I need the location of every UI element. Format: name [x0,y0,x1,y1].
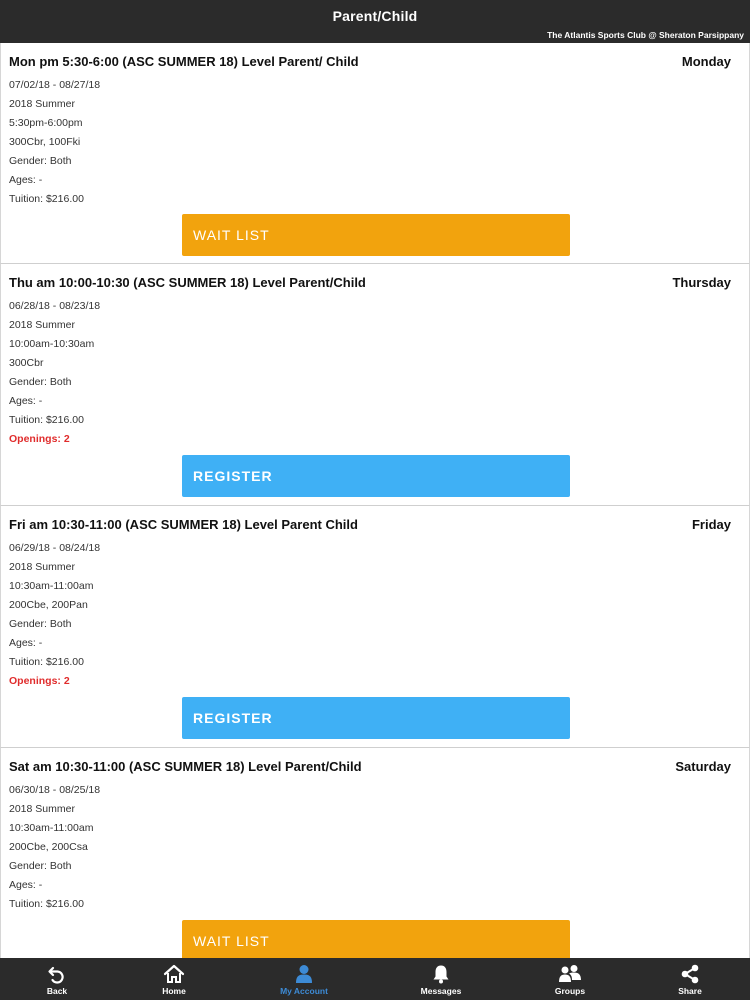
tab-label: My Account [280,986,328,996]
tab-label: Back [46,986,68,996]
class-list[interactable] [0,43,750,958]
class-day: Friday [691,517,731,532]
class-dates: 06/28/18 - 08/23/18 [9,300,101,312]
class-tuition: Tuition: $216.00 [9,898,84,910]
tab-label: Messages [420,986,462,996]
class-ages: Ages: - [9,879,43,891]
class-season: 2018 Summer [9,98,75,110]
wait-list-button[interactable]: WAIT LIST [182,214,570,256]
class-details [9,76,100,209]
class-details [9,297,100,449]
class-time: 10:30am-11:00am [9,822,94,834]
class-title: Mon pm 5:30-6:00 (ASC SUMMER 18) Level Parent/ Child [9,54,359,69]
class-day: Saturday [675,759,731,774]
tab-my-account[interactable] [254,958,354,1000]
class-codes: 200Cbe, 200Pan [9,599,88,611]
bottom-tab-bar [0,958,750,1000]
share-icon [640,963,740,985]
class-openings: Openings: 2 [9,675,70,687]
class-dates: 06/29/18 - 08/24/18 [9,542,101,554]
tab-label: Home [162,986,186,996]
class-codes: 200Cbe, 200Csa [9,841,88,853]
class-time: 10:30am-11:00am [9,580,94,592]
club-name: The Atlantis Sports Club @ Sheraton Parsippany [547,30,744,40]
class-season: 2018 Summer [9,561,75,573]
class-card [0,748,750,958]
class-time: 5:30pm-6:00pm [9,117,83,129]
home-icon [124,963,224,985]
class-gender: Gender: Both [9,860,72,872]
class-time: 10:00am-10:30am [9,338,95,350]
class-card [0,264,750,506]
tab-label: Share [678,986,702,996]
tab-label: Groups [554,986,586,996]
class-title: Fri am 10:30-11:00 (ASC SUMMER 18) Level Parent Child [9,517,358,532]
class-season: 2018 Summer [9,803,75,815]
class-card [0,506,750,748]
back-icon [7,963,107,985]
class-card [0,43,750,264]
class-openings: Openings: 2 [9,433,70,445]
class-tuition: Tuition: $216.00 [9,414,84,426]
class-gender: Gender: Both [9,155,72,167]
tab-share[interactable] [640,958,740,1000]
class-title: Thu am 10:00-10:30 (ASC SUMMER 18) Level Parent/Child [9,275,366,290]
class-tuition: Tuition: $216.00 [9,193,84,205]
class-dates: 06/30/18 - 08/25/18 [9,784,101,796]
register-button[interactable]: REGISTER [182,697,570,739]
class-ages: Ages: - [9,174,43,186]
class-codes: 300Cbr [9,357,44,369]
class-ages: Ages: - [9,395,43,407]
class-day: Monday [681,54,731,69]
header-bar [0,0,750,43]
groups-icon [520,963,620,985]
class-title: Sat am 10:30-11:00 (ASC SUMMER 18) Level Parent/Child [9,759,362,774]
page-title: Parent/Child [332,8,418,24]
wait-list-button[interactable]: WAIT LIST [182,920,570,958]
account-icon [254,963,354,985]
class-tuition: Tuition: $216.00 [9,656,84,668]
tab-home[interactable] [124,958,224,1000]
class-details [9,781,100,914]
register-button[interactable]: REGISTER [182,455,570,497]
class-gender: Gender: Both [9,376,72,388]
class-gender: Gender: Both [9,618,72,630]
class-details [9,539,100,691]
tab-groups[interactable] [520,958,620,1000]
class-dates: 07/02/18 - 08/27/18 [9,79,101,91]
class-season: 2018 Summer [9,319,75,331]
bell-icon [391,963,491,985]
tab-messages[interactable] [391,958,491,1000]
class-day: Thursday [672,275,731,290]
tab-back[interactable] [7,958,107,1000]
class-codes: 300Cbr, 100Fki [9,136,81,148]
class-ages: Ages: - [9,637,43,649]
